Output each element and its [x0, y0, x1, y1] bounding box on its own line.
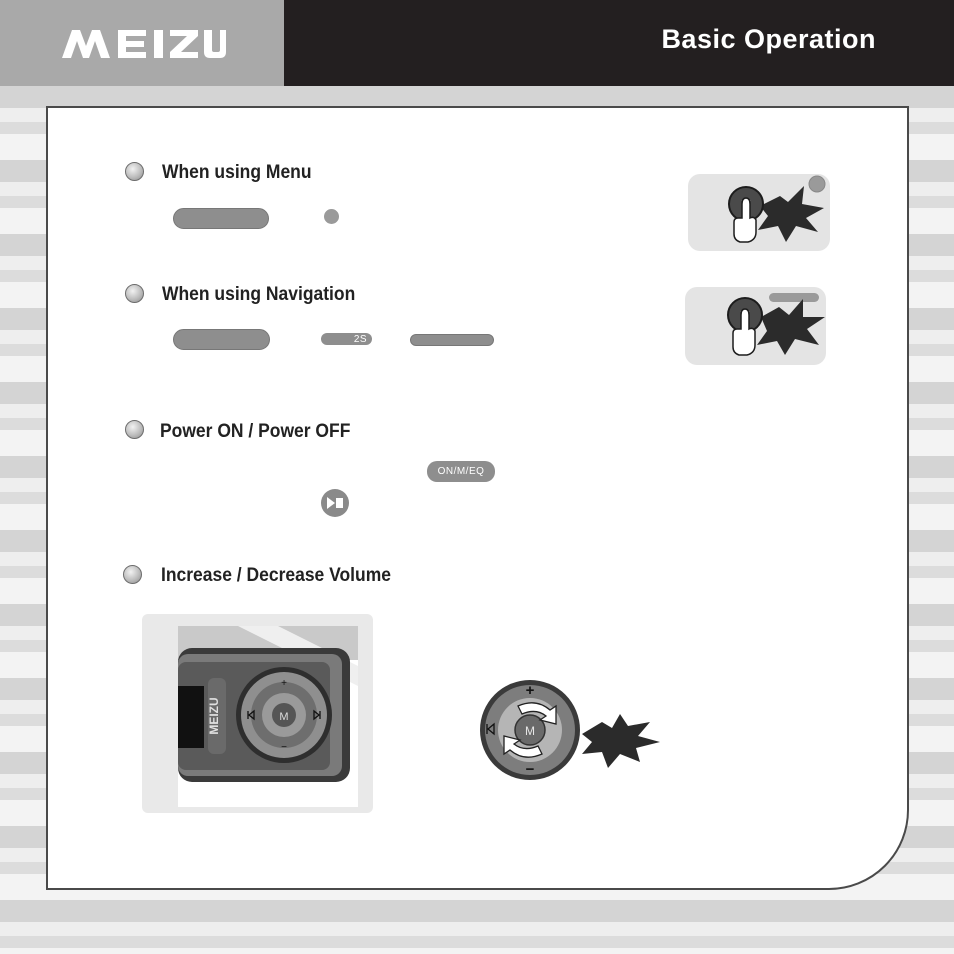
dial-plus-label: + — [525, 682, 535, 699]
device-m-key-label: M — [279, 711, 289, 723]
section-bullet-icon — [123, 565, 142, 584]
indicator-dot — [324, 209, 339, 224]
meizu-player-photo — [178, 626, 358, 807]
header-brand-area — [0, 0, 284, 86]
hold-duration-label — [321, 333, 372, 345]
dial-m-key-label: M — [525, 724, 535, 738]
section-title-volume: Increase / Decrease Volume — [161, 565, 391, 586]
device-brand-label: MEIZU — [207, 697, 221, 735]
section-title-menu: When using Menu — [162, 162, 312, 183]
section-bullet-icon — [125, 420, 144, 439]
menu-press-illustration — [688, 174, 830, 251]
dial-minus-label: − — [525, 761, 535, 778]
menu-key-pill — [173, 208, 269, 229]
finger-hold-icon — [685, 287, 826, 365]
hold-duration-text: 2S — [353, 334, 368, 345]
volume-dial-illustration — [478, 676, 668, 782]
navigation-press-illustration — [685, 287, 826, 365]
device-plus-label: + — [281, 678, 287, 689]
section-bullet-icon — [125, 162, 144, 181]
navigation-key-pill — [173, 329, 270, 350]
section-title-navigation: When using Navigation — [162, 284, 356, 305]
device-minus-label: − — [281, 742, 287, 753]
section-bullet-icon — [125, 284, 144, 303]
navigation-mode-pill — [410, 334, 494, 346]
page-title: Basic Operation — [661, 24, 876, 54]
section-title-power: Power ON / Power OFF — [160, 421, 351, 442]
header-title-area — [284, 0, 954, 86]
finger-press-icon — [688, 174, 830, 251]
meizu-logo — [60, 26, 226, 60]
on-m-eq-button-label: ON/M/EQ — [427, 461, 495, 482]
play-pause-icon — [321, 489, 349, 517]
